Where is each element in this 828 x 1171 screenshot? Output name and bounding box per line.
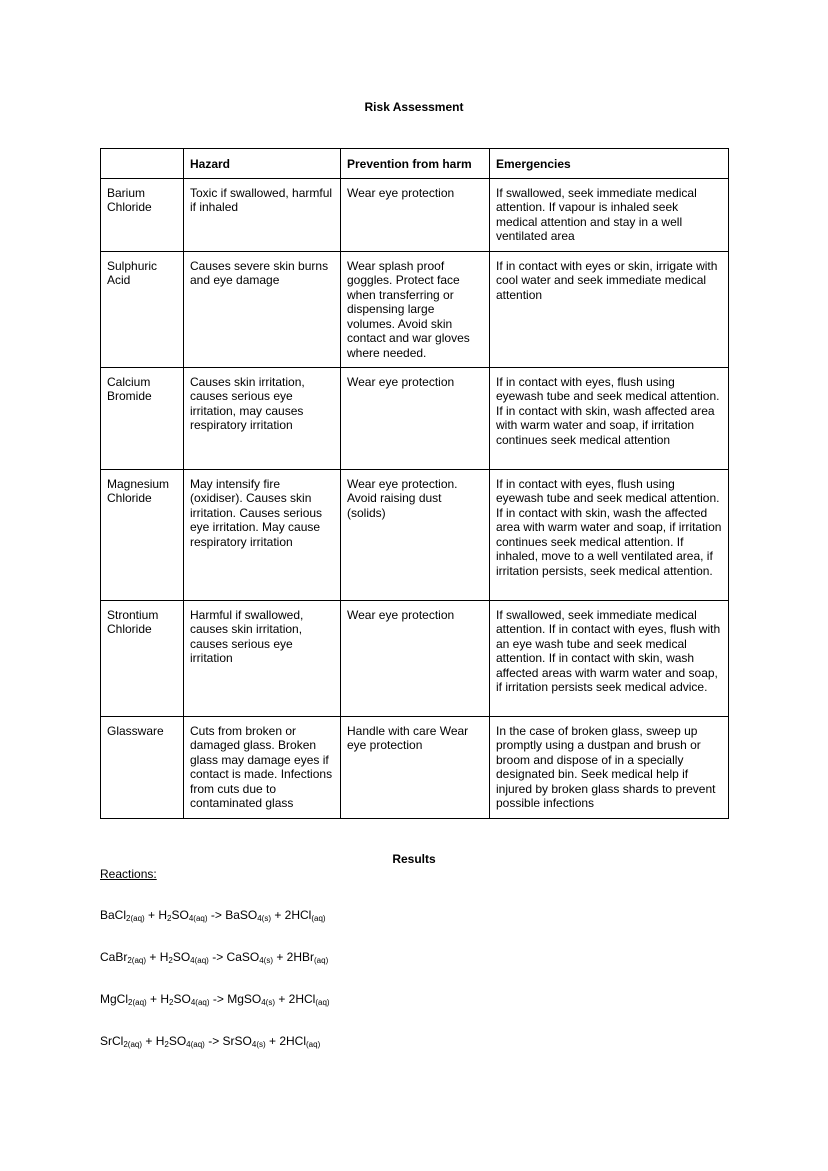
equation-subscript: 4(s) [251,1040,266,1049]
equation-subscript: 2 [164,1040,169,1049]
cell-emergencies: If swallowed, seek immediate medical attention. If in contact with eyes, flush with an eye wash tube and seek medical attention. If in contact with skin, wash affected areas with warm water and soap, if irritation persists seek medical advice. [490,600,729,716]
cell-emergencies: If in contact with eyes, flush using eyewash tube and seek medical attention. If in contact with skin, wash affected area with warm water and soap, if irritation continues seek medical attention [490,367,729,469]
reaction-equation [100,1034,320,1049]
equation-subscript: 2(aq) [128,998,147,1007]
header-emergencies: Emergencies [490,149,729,179]
equation-subscript: 4(aq) [188,914,208,923]
equation-text: SO [171,908,189,922]
header-substance [101,149,184,179]
table-row [101,251,729,367]
risk-assessment-table [100,148,729,819]
equation-text: SO [173,992,191,1006]
cell-substance: Strontium Chloride [101,600,184,716]
equation-text: + H [146,950,169,964]
equation-text: SrCl [100,1034,124,1048]
cell-prevention: Handle with care Wear eye protection [341,716,490,818]
equation-subscript: 2 [169,998,174,1007]
cell-substance: Glassware [101,716,184,818]
equation-text: + 2HCl [265,1034,307,1048]
equation-subscript: (aq) [314,956,329,965]
cell-prevention: Wear eye protection [341,600,490,716]
equation-subscript: 2(aq) [126,914,145,923]
equation-subscript: 4(s) [257,914,271,923]
cell-prevention: Wear eye protection [341,178,490,251]
equation-text: -> BaSO [207,908,258,922]
equation-text: + 2HBr [273,950,315,964]
equation-subscript: 4(s) [259,956,273,965]
equation-text: + 2HCl [271,908,312,922]
cell-prevention: Wear eye protection [341,367,490,469]
cell-prevention: Wear splash proof goggles. Protect face when transferring or dispensing large volumes. Avoid skin contact and war gloves where needed. [341,251,490,367]
reaction-equation [100,950,328,965]
header-hazard: Hazard [184,149,341,179]
cell-hazard: Causes severe skin burns and eye damage [184,251,341,367]
cell-hazard: Harmful if swallowed, causes skin irritation, causes serious eye irritation [184,600,341,716]
equation-text: + H [144,908,168,922]
cell-emergencies: If swallowed, seek immediate medical attention. If vapour is inhaled seek medical attention and stay in a well ventilated area [490,178,729,251]
equation-subscript: 4(s) [261,998,275,1007]
reactions-label: Reactions: [100,867,157,881]
equation-text: MgCl [100,992,129,1006]
equation-text: -> SrSO [204,1034,252,1048]
cell-substance: Magnesium Chloride [101,469,184,600]
cell-substance: Barium Chloride [101,178,184,251]
table-row [101,469,729,600]
table-row [101,600,729,716]
table-row [101,178,729,251]
cell-emergencies: If in contact with eyes, flush using eyewash tube and seek medical attention. If in contact with skin, wash the affected area with warm water and soap, if irritation continues seek medical attention. If inhaled, move to a well ventilated area, if irritation persists, seek medical attention. [490,469,729,600]
cell-hazard: Toxic if swallowed, harmful if inhaled [184,178,341,251]
equation-text: + H [142,1034,165,1048]
equation-subscript: 4(aq) [190,956,209,965]
page-title: Risk Assessment [364,100,464,114]
reaction-equation [100,908,326,923]
equation-text: SO [172,950,191,964]
cell-hazard: Cuts from broken or damaged glass. Broken glass may damage eyes if contact is made. Infections from cuts due to contaminated glass [184,716,341,818]
results-heading: Results [392,852,436,866]
cell-emergencies: In the case of broken glass, sweep up promptly using a dustpan and brush or broom and dispose of in a specially designated bin. Seek medical help if injured by broken glass shards to prevent possible infections [490,716,729,818]
equation-text: + 2HCl [275,992,316,1006]
cell-hazard: Causes skin irritation, causes serious eye irritation, may causes respiratory irritation [184,367,341,469]
equation-subscript: (aq) [306,1040,321,1049]
reaction-equation [100,992,330,1007]
equation-text: + H [146,992,170,1006]
equation-text: BaCl [100,908,127,922]
equation-subscript: 2 [167,914,172,923]
cell-substance: Sulphuric Acid [101,251,184,367]
equation-text: -> MgSO [209,992,262,1006]
equation-subscript: 4(aq) [186,1040,205,1049]
equation-subscript: 2(aq) [127,956,147,965]
equation-text: -> CaSO [208,950,260,964]
equation-subscript: 4(aq) [190,998,210,1007]
table-row [101,367,729,469]
equation-subscript: 2 [168,956,173,965]
equation-subscript: (aq) [315,998,330,1007]
cell-prevention: Wear eye protection. Avoid raising dust (solids) [341,469,490,600]
cell-substance: Calcium Bromide [101,367,184,469]
header-prevention: Prevention from harm [341,149,490,179]
table-row [101,716,729,818]
table-header-row [101,149,729,179]
equation-text: CaBr [100,950,128,964]
equation-subscript: 2(aq) [123,1040,143,1049]
cell-emergencies: If in contact with eyes or skin, irrigate with cool water and seek immediate medical attention [490,251,729,367]
equation-text: SO [168,1034,187,1048]
cell-hazard: May intensify fire (oxidiser). Causes skin irritation. Causes serious eye irritation. May cause respiratory irritation [184,469,341,600]
equation-subscript: (aq) [311,914,326,923]
